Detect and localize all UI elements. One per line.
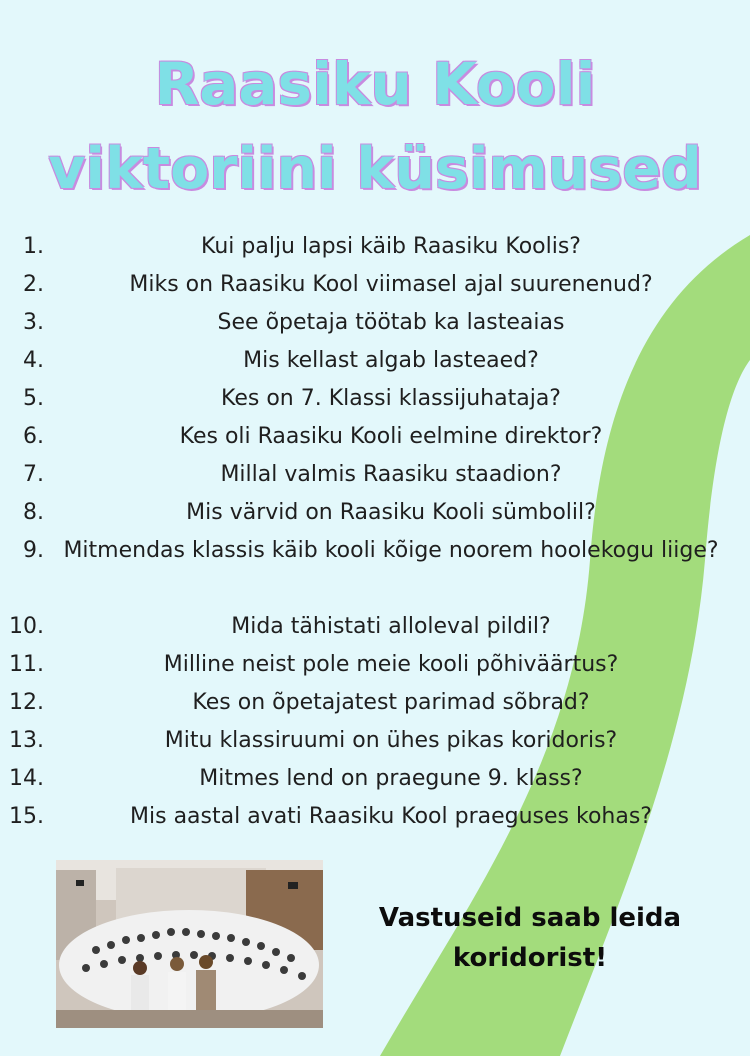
question-text: Mida tähistati alloleval pildil? [231,614,551,639]
question-number: 5. [23,386,44,411]
question-item [0,800,750,838]
question-text: Kes on õpetajatest parimad sõbrad? [192,690,590,715]
question-item [0,420,750,458]
question-item [0,230,750,268]
question-number: 3. [23,310,44,335]
question-item [0,344,750,382]
question-number: 12. [9,690,44,715]
question-text: Mitu klassiruumi on ühes pikas koridoris? [164,728,618,753]
page-title-line-2: viktoriini küsimused [48,136,702,202]
question-item [0,610,750,648]
question-item [0,496,750,534]
question-text: Kes on 7. Klassi klassijuhataja? [221,386,561,411]
question-number: 13. [9,728,44,753]
question-item [0,382,750,420]
question-text: Kui palju lapsi käib Raasiku Koolis? [201,234,581,259]
question-text: See õpetaja töötab ka lasteaias [217,310,565,335]
question-number: 2. [23,272,44,297]
question-text: Mis kellast algab lasteaed? [243,348,539,373]
question-item [0,724,750,762]
question-item [0,534,750,610]
question-text: Miks on Raasiku Kool viimasel ajal suurenenud? [129,272,653,297]
group-photo-illustration [56,860,323,1028]
question-text: Kes oli Raasiku Kooli eelmine direktor? [179,424,603,449]
question-text: Mis aastal avati Raasiku Kool praeguses kohas? [130,804,652,829]
question-item [0,306,750,344]
question-number: 10. [9,614,44,639]
question-item [0,762,750,800]
question-text: Millal valmis Raasiku staadion? [220,462,562,487]
question-number: 11. [9,652,44,677]
answer-note: Vastuseid saab leida koridorist! [378,903,682,973]
question-number: 4. [23,348,44,373]
question-number: 6. [23,424,44,449]
question-number: 8. [23,500,44,525]
question-item [0,458,750,496]
question-item [0,268,750,306]
question-item [0,686,750,724]
question-item [0,648,750,686]
question-number: 14. [9,766,44,791]
question-text: Mitmes lend on praegune 9. klass? [199,766,583,791]
question-text: Milline neist pole meie kooli põhiväärtus? [163,652,619,677]
page-title-line-1: Raasiku Kooli [154,50,596,118]
question-number: 9. [23,538,44,563]
question-list [0,230,750,838]
question-text: Mis värvid on Raasiku Kooli sümbolil? [186,500,596,525]
group-photo [56,860,323,1028]
question-number: 15. [9,804,44,829]
question-number: 7. [23,462,44,487]
question-text: Mitmendas klassis käib kooli kõige noorem hoolekogu liige? [63,538,719,563]
question-number: 1. [23,234,44,259]
